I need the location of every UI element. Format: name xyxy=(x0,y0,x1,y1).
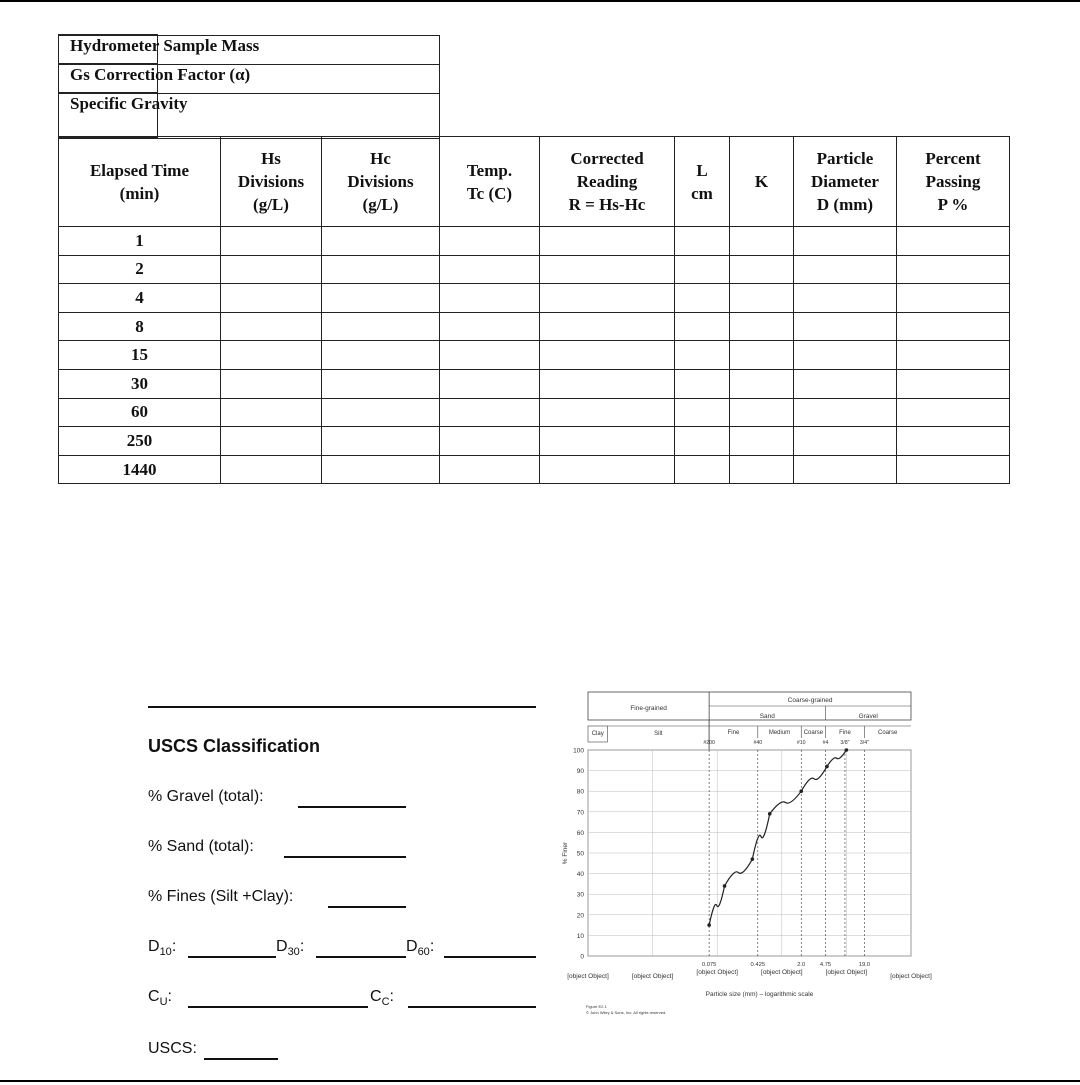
entry-cell[interactable] xyxy=(794,369,897,398)
entry-cell[interactable] xyxy=(675,341,730,370)
coarse-grained-label: Coarse-grained xyxy=(787,697,833,704)
header-line: D (mm) xyxy=(816,195,874,214)
y-axis-title: % Finer xyxy=(562,841,569,865)
entry-cell[interactable] xyxy=(540,255,675,284)
entry-cell[interactable] xyxy=(897,398,1010,427)
cu-sub: U xyxy=(159,996,168,1009)
entry-cell[interactable] xyxy=(440,341,540,370)
table-row xyxy=(59,369,1010,398)
elapsed-time-cell: 60 xyxy=(59,398,221,427)
data-point xyxy=(707,923,711,927)
entry-cell[interactable] xyxy=(540,455,675,484)
entry-cell[interactable] xyxy=(540,398,675,427)
d10-base: D xyxy=(148,938,160,955)
silt-label: Silt xyxy=(654,731,663,737)
figure-label: Figure E2.1 xyxy=(586,1004,607,1009)
fines-label: % Fines (Silt +Clay): xyxy=(148,888,294,905)
table-row xyxy=(59,341,1010,370)
x-decade-label: [object Object] xyxy=(631,973,674,980)
gravel-blank[interactable] xyxy=(298,806,406,808)
entry-cell[interactable] xyxy=(540,341,675,370)
entry-cell[interactable] xyxy=(322,369,440,398)
d10-label xyxy=(148,938,176,958)
header-line: Hs xyxy=(261,149,281,168)
elapsed-time-cell: 15 xyxy=(59,341,221,370)
d60-base: D xyxy=(406,938,418,955)
d10-colon: : xyxy=(171,938,177,955)
entry-cell[interactable] xyxy=(794,455,897,484)
entry-cell[interactable] xyxy=(730,284,794,313)
header-line: (g/L) xyxy=(362,195,399,214)
entry-cell[interactable] xyxy=(440,312,540,341)
y-tick-label: 90 xyxy=(576,768,584,776)
table-body xyxy=(59,227,1010,484)
clay-label: Clay xyxy=(591,731,604,737)
figure-copyright: © John Wiley & Sons, Inc. All rights reserved. xyxy=(586,1010,667,1015)
hydrometer-table xyxy=(58,136,1010,484)
entry-cell[interactable] xyxy=(440,427,540,456)
entry-cell[interactable] xyxy=(322,255,440,284)
entry-cell[interactable] xyxy=(897,227,1010,256)
entry-cell[interactable] xyxy=(794,312,897,341)
x-size-label: 0.425 xyxy=(750,962,766,968)
d30-colon: : xyxy=(299,938,305,955)
entry-cell[interactable] xyxy=(540,227,675,256)
cc-colon: : xyxy=(389,988,394,1005)
data-point xyxy=(845,748,849,752)
entry-cell[interactable] xyxy=(221,398,322,427)
table-row xyxy=(59,255,1010,284)
sand-fine-label: Fine xyxy=(727,730,740,736)
data-point xyxy=(723,884,727,888)
sieve-label: #40 xyxy=(753,740,763,746)
gs-correction-row xyxy=(58,64,158,93)
header-line: Temp. xyxy=(466,160,513,180)
elapsed-time-cell: 30 xyxy=(59,369,221,398)
d60-sub: 60 xyxy=(417,946,430,959)
x-size-label: 2.0 xyxy=(797,962,806,968)
x-axis-title: Particle size (mm) – logarithmic scale xyxy=(705,991,814,998)
sand-blank[interactable] xyxy=(284,856,406,858)
cc-base: C xyxy=(370,988,382,1005)
header-line: L xyxy=(696,160,708,180)
entry-cell[interactable] xyxy=(794,227,897,256)
x-decade-label: [object Object] xyxy=(567,973,609,980)
d30-label xyxy=(276,938,304,958)
d60-blank[interactable] xyxy=(444,956,536,958)
entry-cell[interactable] xyxy=(221,341,322,370)
entry-cell[interactable] xyxy=(440,227,540,256)
cu-label xyxy=(148,988,172,1008)
cu-base: C xyxy=(148,988,160,1005)
entry-cell[interactable] xyxy=(794,255,897,284)
table-row xyxy=(59,312,1010,341)
entry-cell[interactable] xyxy=(675,398,730,427)
y-tick-label: 10 xyxy=(576,932,584,940)
entry-cell[interactable] xyxy=(322,427,440,456)
table-row xyxy=(59,284,1010,313)
header-line: K xyxy=(754,172,769,191)
entry-cell[interactable] xyxy=(221,312,322,341)
y-tick-label: 0 xyxy=(580,953,584,961)
sand-label: Sand xyxy=(759,713,775,720)
table-row xyxy=(59,427,1010,456)
table-row xyxy=(59,398,1010,427)
entry-cell[interactable] xyxy=(897,369,1010,398)
entry-cell[interactable] xyxy=(730,255,794,284)
header-line: Divisions xyxy=(237,172,305,191)
bottom-rule xyxy=(0,1080,1080,1082)
header-line: Diameter xyxy=(811,172,879,191)
entry-cell[interactable] xyxy=(322,284,440,313)
header-line: R = Hs-Hc xyxy=(568,195,646,214)
x-size-label: 0.075 xyxy=(701,962,717,968)
header-col-3 xyxy=(440,137,540,227)
sample-mass-row xyxy=(58,35,158,64)
y-tick-label: 50 xyxy=(576,850,584,858)
gravel-label: % Gravel (total): xyxy=(148,788,264,805)
header-line: Particle xyxy=(816,149,874,168)
entry-cell[interactable] xyxy=(221,369,322,398)
x-size-label: 19.0 xyxy=(858,962,871,968)
entry-cell[interactable] xyxy=(675,284,730,313)
cc-blank[interactable] xyxy=(408,1006,536,1008)
d10-sub: 10 xyxy=(159,946,172,959)
entry-cell[interactable] xyxy=(897,455,1010,484)
header-line: Elapsed Time xyxy=(89,160,190,180)
grain-size-chart xyxy=(555,688,932,1023)
y-tick-label: 20 xyxy=(576,912,584,920)
entry-cell[interactable] xyxy=(794,427,897,456)
entry-cell[interactable] xyxy=(730,341,794,370)
elapsed-time-cell: 1440 xyxy=(59,455,221,484)
sand-coarse-label: Coarse xyxy=(803,730,824,736)
data-point xyxy=(768,812,772,816)
entry-cell[interactable] xyxy=(794,398,897,427)
entry-cell[interactable] xyxy=(794,284,897,313)
entry-cell[interactable] xyxy=(897,427,1010,456)
entry-cell[interactable] xyxy=(322,398,440,427)
header-line: cm xyxy=(691,183,713,203)
sand-label: % Sand (total): xyxy=(148,838,254,855)
entry-cell[interactable] xyxy=(730,227,794,256)
entry-cell[interactable] xyxy=(675,455,730,484)
fine-grained-label: Fine-grained xyxy=(630,705,667,712)
uscs-title: USCS Classification xyxy=(148,736,321,756)
elapsed-time-cell: 4 xyxy=(59,284,221,313)
y-tick-label: 100 xyxy=(573,747,584,755)
elapsed-time-cell: 1 xyxy=(59,227,221,256)
entry-cell[interactable] xyxy=(675,427,730,456)
header-col-7 xyxy=(794,137,897,227)
entry-cell[interactable] xyxy=(540,369,675,398)
entry-cell[interactable] xyxy=(221,427,322,456)
entry-cell[interactable] xyxy=(730,369,794,398)
entry-cell[interactable] xyxy=(730,427,794,456)
entry-cell[interactable] xyxy=(440,284,540,313)
entry-cell[interactable] xyxy=(675,255,730,284)
header-col-5 xyxy=(675,137,730,227)
entry-cell[interactable] xyxy=(675,227,730,256)
y-tick-label: 30 xyxy=(576,891,584,899)
elapsed-time-cell: 8 xyxy=(59,312,221,341)
y-tick-label: 70 xyxy=(576,809,584,817)
entry-cell[interactable] xyxy=(221,455,322,484)
entry-cell[interactable] xyxy=(540,427,675,456)
cu-blank[interactable] xyxy=(188,1006,368,1008)
data-point xyxy=(751,857,755,861)
header-row xyxy=(59,137,1010,227)
entry-cell[interactable] xyxy=(897,284,1010,313)
entry-cell[interactable] xyxy=(221,284,322,313)
sieve-label: 3/4" xyxy=(859,740,869,746)
x-decade-label: [object Object] xyxy=(761,969,803,976)
header-col-4 xyxy=(540,137,675,227)
specific-gravity-label: Specific Gravity xyxy=(58,93,440,139)
header-col-0 xyxy=(59,137,221,227)
elapsed-time-cell: 2 xyxy=(59,255,221,284)
header-line: Percent xyxy=(925,149,981,168)
header-col-6 xyxy=(730,137,794,227)
uscs-label: USCS: xyxy=(148,1040,197,1057)
top-rule xyxy=(0,0,1080,2)
sieve-label: #4 xyxy=(822,740,829,746)
entry-cell[interactable] xyxy=(440,398,540,427)
header-line: Reading xyxy=(576,172,638,191)
entry-cell[interactable] xyxy=(675,369,730,398)
entry-cell[interactable] xyxy=(730,312,794,341)
y-tick-label: 60 xyxy=(576,829,584,837)
d60-label xyxy=(406,938,434,958)
header-line: Divisions xyxy=(347,172,414,191)
d60-colon: : xyxy=(429,938,435,955)
d30-sub: 30 xyxy=(287,946,300,959)
entry-cell[interactable] xyxy=(440,369,540,398)
sieve-label: #200 xyxy=(703,740,715,746)
header-col-1 xyxy=(221,137,322,227)
entry-cell[interactable] xyxy=(322,455,440,484)
elapsed-time-cell: 250 xyxy=(59,427,221,456)
fines-blank[interactable] xyxy=(328,906,406,908)
x-decade-label: [object Object] xyxy=(825,969,868,976)
sieve-label: #10 xyxy=(796,740,806,746)
entry-cell[interactable] xyxy=(322,312,440,341)
entry-cell[interactable] xyxy=(322,341,440,370)
gs-correction-label: Gs Correction Factor (α) xyxy=(58,64,440,94)
header-col-8 xyxy=(897,137,1010,227)
entry-cell[interactable] xyxy=(540,284,675,313)
data-point xyxy=(799,789,803,793)
specific-gravity-row xyxy=(58,93,158,138)
entry-cell[interactable] xyxy=(440,255,540,284)
header-line: (min) xyxy=(119,183,160,203)
uscs-blank[interactable] xyxy=(204,1058,278,1060)
table-row xyxy=(59,227,1010,256)
cu-colon: : xyxy=(167,988,172,1005)
entry-cell[interactable] xyxy=(540,312,675,341)
header-line: P % xyxy=(937,195,969,214)
x-decade-label: [object Object] xyxy=(890,973,932,980)
y-tick-label: 40 xyxy=(576,871,584,879)
entry-cell[interactable] xyxy=(730,455,794,484)
header-line: Tc (C) xyxy=(466,183,513,203)
data-point xyxy=(825,765,829,769)
entry-cell[interactable] xyxy=(794,341,897,370)
gravel-coarse-label: Coarse xyxy=(878,730,898,736)
entry-cell[interactable] xyxy=(897,255,1010,284)
x-decade-label: [object Object] xyxy=(696,969,738,976)
entry-cell[interactable] xyxy=(675,312,730,341)
gravel-label: Gravel xyxy=(858,713,878,720)
cc-sub: C xyxy=(381,996,390,1009)
entry-cell[interactable] xyxy=(730,398,794,427)
x-size-label: 4.75 xyxy=(819,962,832,968)
cc-label xyxy=(370,988,394,1008)
table-row xyxy=(59,455,1010,484)
header-col-2 xyxy=(322,137,440,227)
d30-base: D xyxy=(276,938,288,955)
entry-cell[interactable] xyxy=(897,341,1010,370)
separator-line xyxy=(148,706,536,708)
header-line: Passing xyxy=(925,172,981,191)
entry-cell[interactable] xyxy=(440,455,540,484)
sample-info-table xyxy=(58,34,260,138)
sand-medium-label: Medium xyxy=(768,730,791,736)
sample-mass-label: Hydrometer Sample Mass xyxy=(58,35,440,65)
header-line: (g/L) xyxy=(253,195,289,214)
header-line: Hc xyxy=(370,149,391,168)
gravel-fine-label: Fine xyxy=(839,730,851,736)
sieve-label: 3/8" xyxy=(840,740,850,746)
entry-cell[interactable] xyxy=(322,227,440,256)
entry-cell[interactable] xyxy=(897,312,1010,341)
header-line: Corrected xyxy=(570,149,644,168)
d30-blank[interactable] xyxy=(316,956,406,958)
entry-cell[interactable] xyxy=(221,255,322,284)
entry-cell[interactable] xyxy=(221,227,322,256)
y-tick-label: 80 xyxy=(576,788,584,796)
d10-blank[interactable] xyxy=(188,956,276,958)
